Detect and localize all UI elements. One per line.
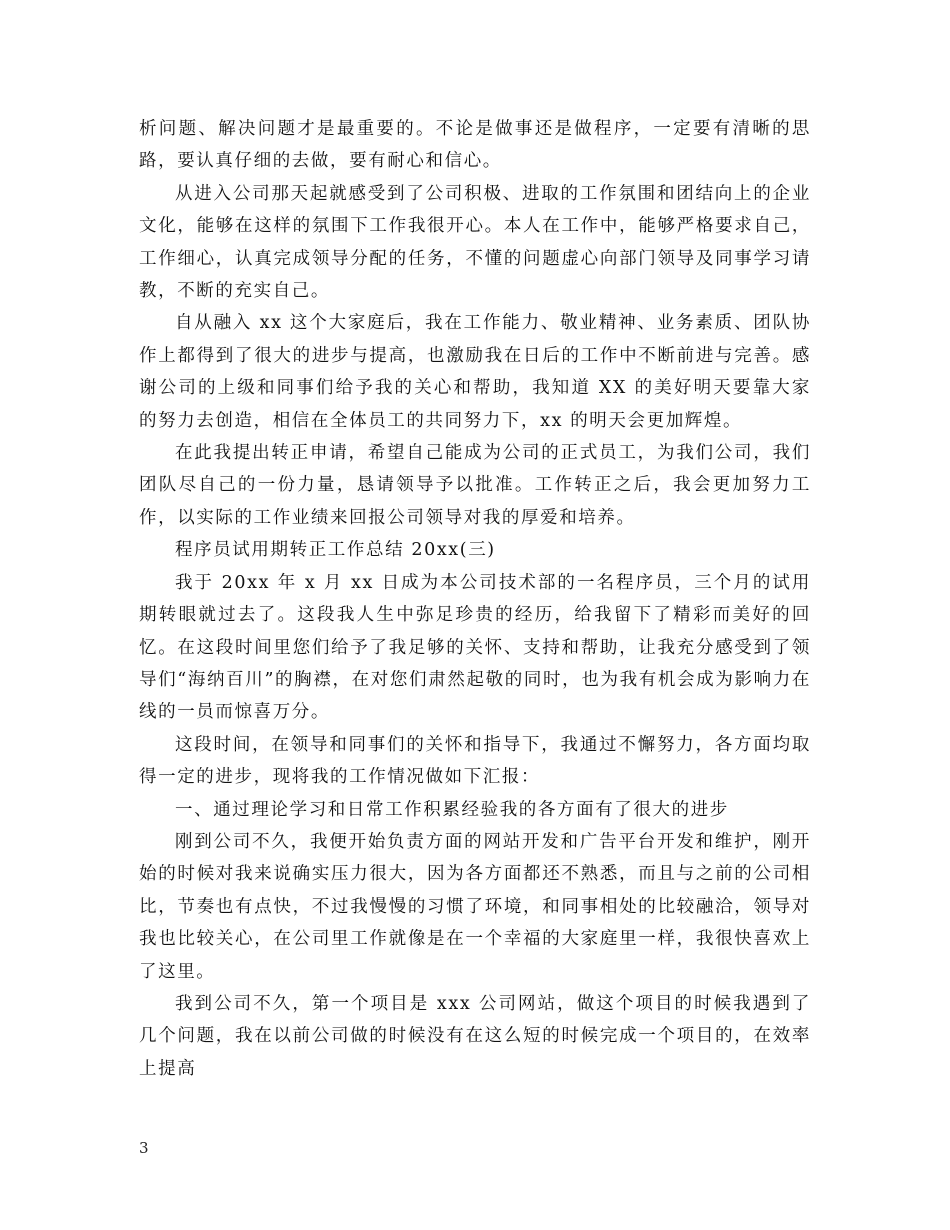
paragraph: 一、通过理论学习和日常工作积累经验我的各方面有了很大的进步 (175, 799, 729, 820)
paragraph: 我到公司不久，第一个项目是 xxx 公司网站，做这个项目的时候我遇到了几个问题，我在以前公司做的时候没有在这么短的时候完成一个项目的，在效率上提高 (139, 993, 811, 1079)
paragraph: 这段时间，在领导和同事们的关怀和指导下，我通过不懈努力，各方面均取得一定的进步，现将我的工作情况做如下汇报： (139, 734, 811, 788)
paragraph: 从进入公司那天起就感受到了公司积极、进取的工作氛围和团结向上的企业文化，能够在这样的氛围下工作我很开心。本人在工作中，能够严格要求自己，工作细心，认真完成领导分配的任务，不懂的问题虚心向部门领导及同事学习请教，不断的充实自己。 (139, 183, 811, 302)
document-body (139, 113, 811, 1085)
page-number: 3 (139, 1139, 149, 1157)
paragraph: 刚到公司不久，我便开始负责方面的网站开发和广告平台开发和维护，刚开始的时候对我来说确实压力很大，因为各方面都还不熟悉，而且与之前的公司相比，节奏也有点快，不过我慢慢的习惯了环境，和同事相处的比较融洽，领导对我也比较关心，在公司里工作就像是在一个幸福的大家庭里一样，我很快喜欢上了这里。 (139, 831, 811, 982)
paragraph: 在此我提出转正申请，希望自己能成为公司的正式员工，为我们公司，我们团队尽自己的一份力量，恳请领导予以批准。工作转正之后，我会更加努力工作，以实际的工作业绩来回报公司领导对我的厚爱和培养。 (139, 443, 811, 528)
paragraph: 我于 20xx 年 x 月 xx 日成为本公司技术部的一名程序员，三个月的试用期转眼就过去了。这段我人生中弥足珍贵的经历，给我留下了精彩而美好的回忆。在这段时间里您们给予了我足够的关怀、支持和帮助，让我充分感受到了领导们“海纳百川”的胸襟，在对您们肃然起敬的同时，也为我有机会成为影响力在线的一员而惊喜万分。 (139, 572, 811, 723)
paragraph: 析问题、解决问题才是最重要的。不论是做事还是做程序，一定要有清晰的思路，要认真仔细的去做，要有耐心和信心。 (139, 119, 811, 172)
paragraph: 自从融入 xx 这个大家庭后，我在工作能力、敬业精神、业务素质、团队协作上都得到了很大的进步与提高，也激励我在日后的工作中不断前进与完善。感谢公司的上级和同事们给予我的关心和帮助，我知道 XX 的美好明天要靠大家的努力去创造，相信在全体员工的共同努力下，xx 的明天会更加辉煌。 (139, 313, 811, 431)
paragraph: 程序员试用期转正工作总结 20xx(三) (175, 540, 496, 561)
